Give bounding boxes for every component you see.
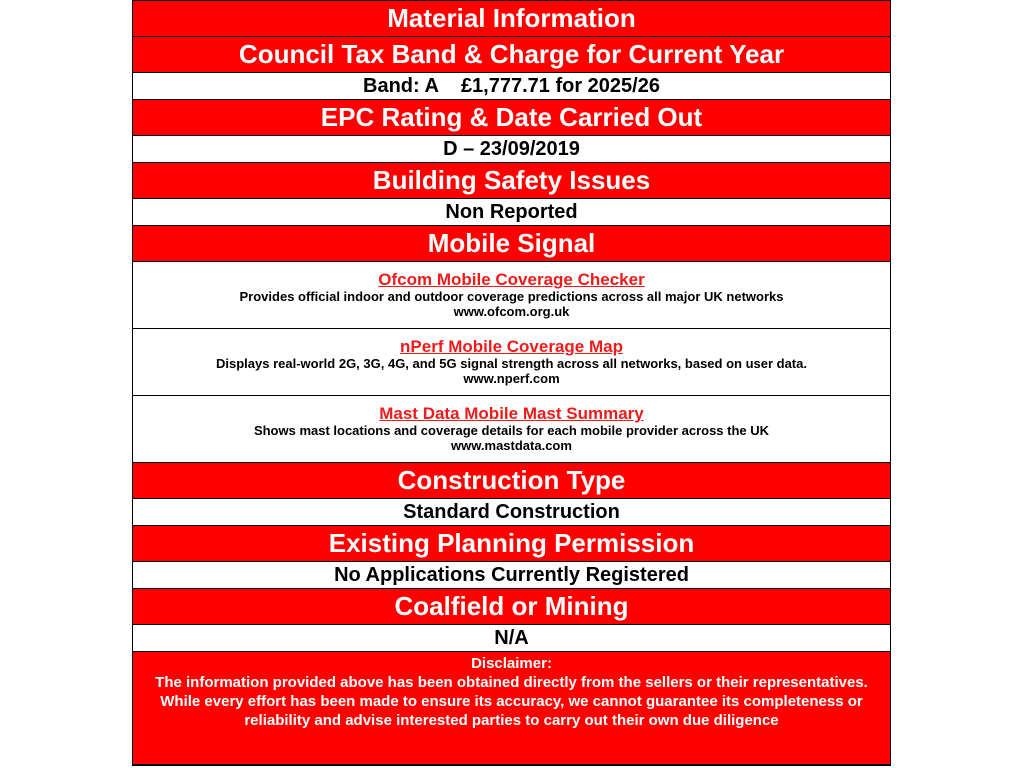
construction-heading: Construction Type (397, 465, 626, 495)
ofcom-coverage-link[interactable]: Ofcom Mobile Coverage Checker (378, 270, 645, 290)
nperf-coverage-link[interactable]: nPerf Mobile Coverage Map (400, 337, 623, 357)
disclaimer-text: The information provided above has been obtained directly from the sellers or their representatives. While every effort has been made to ensure its accuracy, we cannot guarantee its completeness or reliability and advise interested parties to carry out their own due diligence (155, 674, 868, 729)
building-safety-value-row (133, 199, 890, 226)
mastdata-url: www.mastdata.com (451, 437, 572, 453)
council-tax-value-row (133, 73, 890, 100)
building-safety-value: Non Reported (445, 200, 578, 223)
page-title-row (133, 1, 890, 37)
epc-heading: EPC Rating & Date Carried Out (320, 102, 703, 132)
mastdata-description: Shows mast locations and coverage details for each mobile provider across the UK (253, 422, 770, 438)
signal-source-nperf (133, 329, 890, 396)
signal-source-ofcom (133, 262, 890, 329)
nperf-description: Displays real-world 2G, 3G, 4G, and 5G signal strength across all networks, based on user data. (216, 355, 807, 371)
disclaimer-title: Disclaimer: (471, 655, 552, 672)
epc-heading-row (133, 100, 890, 136)
ofcom-url: www.ofcom.org.uk (453, 303, 570, 319)
planning-heading-row (133, 526, 890, 562)
epc-value-row (133, 136, 890, 163)
building-safety-heading-row (133, 163, 890, 199)
council-tax-heading-row (133, 37, 890, 73)
coalfield-value-row (133, 625, 890, 652)
ofcom-description: Provides official indoor and outdoor coverage predictions across all major UK networks (239, 288, 784, 304)
council-tax-heading: Council Tax Band & Charge for Current Year (238, 39, 785, 69)
signal-source-mastdata (133, 396, 890, 463)
construction-value: Standard Construction (403, 500, 620, 523)
coalfield-value: N/A (494, 626, 529, 649)
material-information-sheet (132, 0, 891, 766)
council-tax-band: Band: A (363, 74, 439, 97)
mobile-signal-heading: Mobile Signal (427, 228, 596, 258)
construction-heading-row (133, 463, 890, 499)
epc-value: D – 23/09/2019 (443, 137, 580, 160)
planning-value: No Applications Currently Registered (334, 563, 689, 586)
mastdata-summary-link[interactable]: Mast Data Mobile Mast Summary (379, 404, 644, 424)
planning-value-row (133, 562, 890, 589)
coalfield-heading-row (133, 589, 890, 625)
coalfield-heading: Coalfield or Mining (394, 591, 629, 621)
nperf-url: www.nperf.com (463, 370, 560, 386)
council-tax-charge: £1,777.71 for 2025/26 (460, 74, 660, 97)
planning-heading: Existing Planning Permission (328, 528, 695, 558)
mobile-signal-heading-row (133, 226, 890, 262)
construction-value-row (133, 499, 890, 526)
building-safety-heading: Building Safety Issues (372, 165, 651, 195)
disclaimer-block (133, 652, 890, 764)
page-title: Material Information (387, 3, 636, 33)
